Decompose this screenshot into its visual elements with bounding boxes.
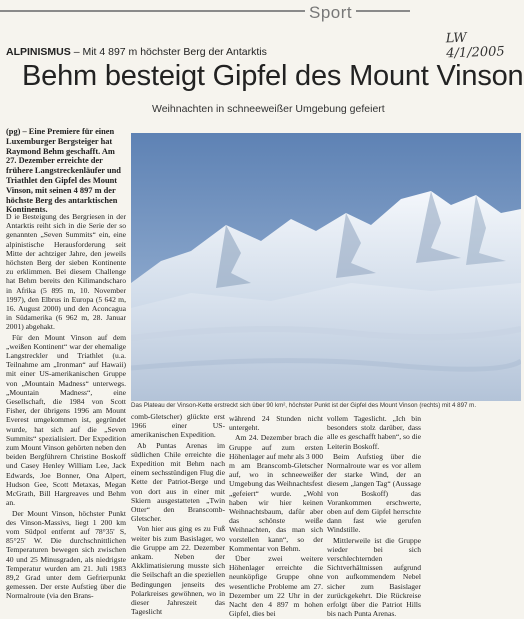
column-4-paragraph-2: Beim Aufstieg über die Normalroute war es vor allem der starke Wind, der an diesem „langen Tag“ (Aussage von Boskoff) das Vorankommen erschwerte, oben auf dem Gipfel herrschte dann fast wie gerufen Windstille. <box>327 451 421 535</box>
column-2-paragraph-1: comb-Gletscher) glückte erst 1966 einer US-amerikanischen Expedition. <box>131 412 225 440</box>
column-1-paragraph-2: Für den Mount Vinson auf dem „weißen Kontinent“ war der ehemalige Langstreckler und Triathlet (u.a. Teilnahme am „Ironman“ auf Hawaii) mit einer US-amerikanischen Gruppe von „Mountain Madness“ unterwegs. „Mountain Madness“, eine Gesellschaft, die 1984 von Scott Fisher, der übrigens 1996 am Mount Everest umgekommen ist, gegründet wurde, hat sich auf die „Seven Summits“ spezialisiert. Der Expedition zum Mount Vinson gehörten neben den beiden Bergführern Christine Boskoff und Casey Henley William Lee, Jack Edwards, Joe Bonner, Ona Alpert, Hudson Gee, Scott Metaxas, Megan McGrath, Bill Hargreaves und Behm an. <box>6 332 126 508</box>
article-column-2 <box>131 412 225 617</box>
column-4-paragraph-1: vollem Tageslicht. „Ich bin besonders stolz darüber, dass alle es geschafft haben“, so die Leiterin Boskoff. <box>327 414 421 451</box>
section-label: Sport <box>305 3 356 23</box>
column-1-paragraph-3: Der Mount Vinson, höchster Punkt des Vinson-Massivs, liegt 1 200 km vom Südpol entfernt auf 78°35' S, 85°25' W. Die durchschnittlichen Temperaturen bewegen sich zwischen 40 und 25 Minusgraden, als niedrigste Temperatur wurden am 21. Juli 1983 89,2 Grad unter dem Gefrierpunkt gemessen. Der erste Aufstieg über die Normalroute (via den Brans- <box>6 508 126 601</box>
column-3-paragraph-1: während 24 Stunden nicht untergeht. <box>229 414 323 433</box>
article-column-1 <box>6 212 126 602</box>
mount-vinson-image <box>131 133 521 401</box>
headline: Behm besteigt Gipfel des Mount Vinson <box>22 60 524 92</box>
article-column-4 <box>327 414 421 619</box>
column-2-paragraph-2: Ab Puntas Arenas im südlichen Chile erreichte die Expedition mit Behm nach einem sechsstündigen Flug die Kette der Patriot-Berge und von dort aus in einer mit Skiern ausgestatteten „Twin Otter“ den Branscomb-Gletscher. <box>131 440 225 524</box>
article-column-3 <box>229 414 323 619</box>
column-4-paragraph-3: Mittlerweile ist die Gruppe wieder bei sich verschlechternden Sichtverhältnissen aufgrund von aufkommendem Nebel sicher zum Basislager zurückgekehrt. Die Rückreise erfolgt über die Patriot Hills bis nach Punta Arenas. <box>327 535 421 619</box>
kicker-text: – Mit 4 897 m höchster Berg der Antarktis <box>73 46 267 58</box>
photo-caption: Das Plateau der Vinson-Kette erstreckt sich über 90 km², höchster Punkt ist der Gipfel des Mount Vinson (rechts) mit 4 897 m. <box>131 402 477 409</box>
subheadline: Weihnachten in schneeweißer Umgebung gefeiert <box>152 103 385 115</box>
kicker-topic: ALPINISMUS <box>6 46 71 58</box>
column-3-paragraph-3: Über zwei weitere Höhenlager erreichte die neunköpfige Gruppe ohne wesentliche Probleme am 27. Dezember um 22 Uhr in der Nacht den 4 897 m hohen Gipfel, dies bei <box>229 554 323 619</box>
lead-paragraph: (pg) – Eine Premiere für einen Luxemburger Bergsteiger hat Raymond Behm geschafft. Am 27. Dezember erreichte der frühere Langstreckenläufer und Triathlet den Gipfel des Mount Vinson, mit seinen 4 897 m der höchste Berg des antarktischen Kontinents. <box>6 127 121 215</box>
column-1-paragraph-1: D ie Besteigung des Bergriesen in der Antarktis reiht sich in die Serie der so genannten „Seven Summits“ ein, eine alpinistische Herausforderung seit Mitte der achtziger Jahre, den jeweils höchsten Berg der sieben Kontinente zu erklimmen. Bei diesem Challenge hat Behm bereits den Kilimandscharo in Afrika (5 895 m, 10. November 1997), den Elbrus in Europa (5 642 m, 16. August 2000) und den Aconcagua in Südamerika (6 962 m, 28. Januar 2001) abgehakt. <box>6 212 126 332</box>
mountain-photo <box>131 133 521 401</box>
column-3-paragraph-2: Am 24. Dezember brach die Gruppe auf zum ersten Höhenlager auf mehr als 3 000 m am Branscomb-Gletscher auf, wo in schneeweißer Umgebung das Weihnachtsfest „gefeiert“ wurde. „Wohl haben wir hier keinen Weihnachtsbaum, dafür aber das schönste weiße Weihnachten, das man sich vorstellen kann“, so der Kommentar von Behm. <box>229 433 323 553</box>
kicker <box>6 46 267 58</box>
column-2-paragraph-3: Von hier aus ging es zu Fuß weiter bis zum Basislager, wo die Gruppe am 22. Dezember ankam. Neben der Akklimatisierung musste sich die Seilschaft an die speziellen Bedingungen jenseits des Polarkreises gewöhnen, wo in dieser Jahreszeit das Tageslicht <box>131 524 225 617</box>
handwritten-date-note: LW 4/1/2005 <box>445 30 505 62</box>
